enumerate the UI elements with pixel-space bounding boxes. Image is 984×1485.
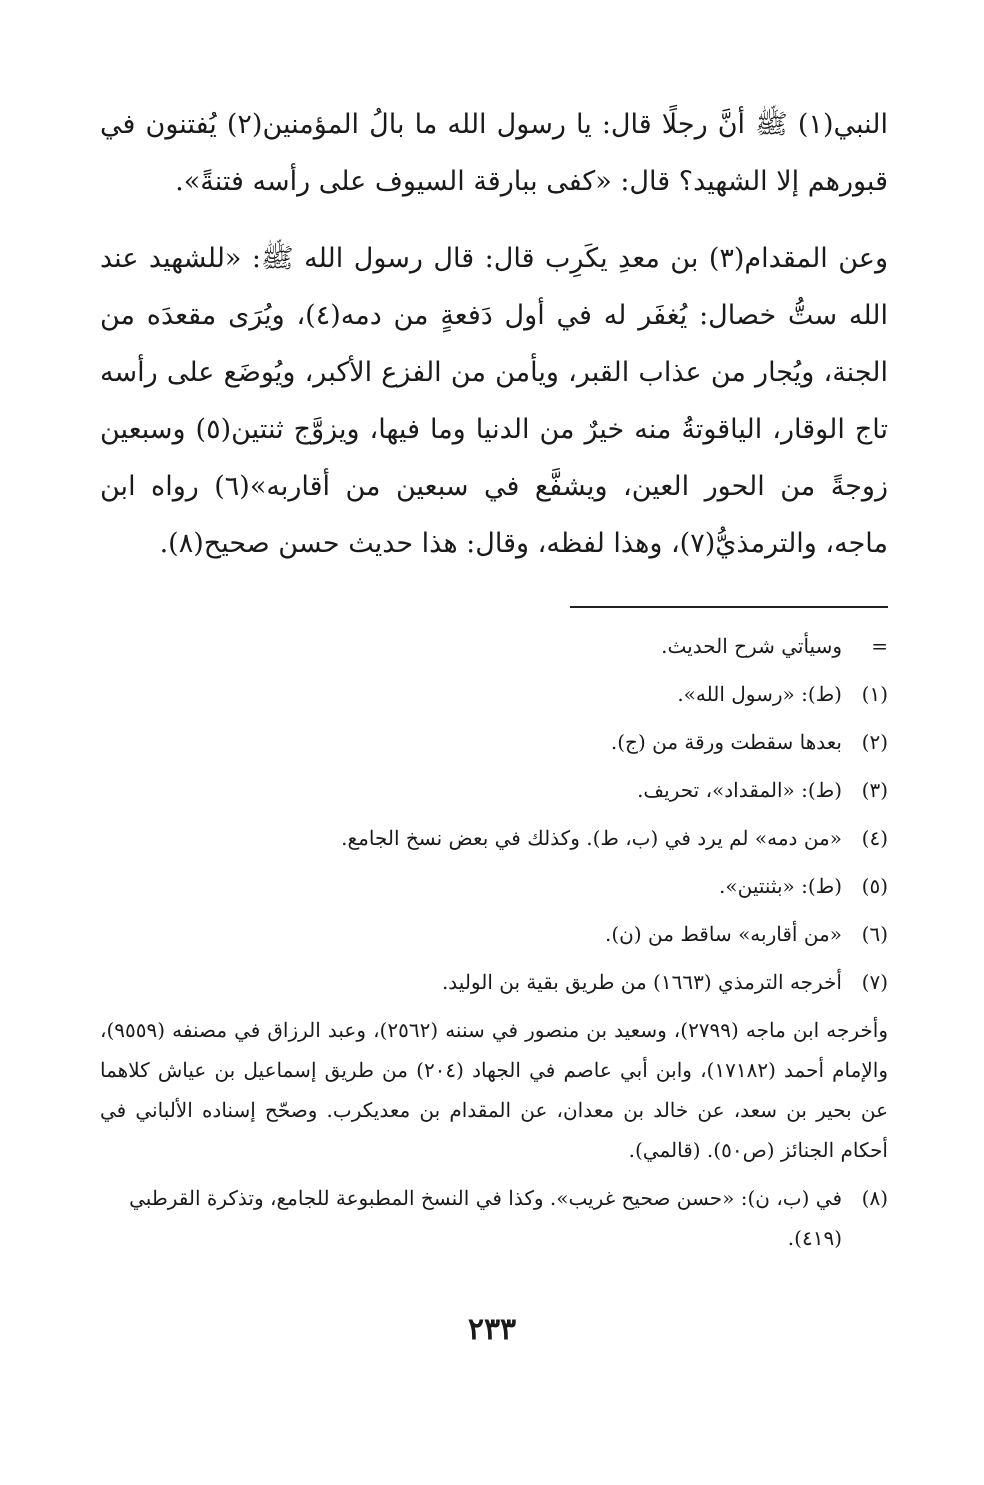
footnote-marker: (٤) <box>861 826 888 850</box>
footnote-marker: = <box>871 634 888 658</box>
footnote-text: «من أقاربه» ساقط من (ن). <box>605 922 842 946</box>
footnote-3 <box>100 770 888 810</box>
footnotes <box>100 626 888 1258</box>
footnote-6 <box>100 914 888 954</box>
footnote-text: (ط): «رسول الله». <box>677 682 842 706</box>
footnote-text: وسيأتي شرح الحديث. <box>661 634 842 658</box>
paragraph-1: النبي(١) ﷺ أنَّ رجلًا قال: يا رسول الله ما بالُ المؤمنين(٢) يُفتنون في قبورهم إلا الشهيد؟ قال: «كفى ببارقة السيوف على رأسه فتنةً». <box>100 109 888 197</box>
footnote-1 <box>100 674 888 714</box>
footnote-marker: (٦) <box>861 922 888 946</box>
page-number: ٢٣٣ <box>467 1312 517 1347</box>
paragraph-2: وعن المقدام(٣) بن معدِ يكَرِب قال: قال رسول الله ﷺ: «للشهيد عند الله ستُّ خصال: يُغفَر له في أول دَفعةٍ من دمه(٤)، ويُرَى مقعدَه من الجنة، ويُجار من عذاب القبر، ويأمن من الفزع الأكبر، ويُوضَع على رأسه تاج الوقار، الياقوتةُ منه خيرٌ من الدنيا وما فيها، ويزوَّج ثنتين(٥) وسبعين زوجةً من الحور العين، ويشفَّع في سبعين من أقاربه»(٦) رواه ابن ماجه، والترمذيُّ(٧)، وهذا لفظه، وقال: هذا حديث حسن صحيح(٨). <box>100 243 889 559</box>
footnote-separator <box>570 606 888 608</box>
footnote-7-continuation: وأخرجه ابن ماجه (٢٧٩٩)، وسعيد بن منصور في سننه (٢٥٦٢)، وعبد الرزاق في مصنفه (٩٥٥٩)، والإمام أحمد (١٧١٨٢)، وابن أبي عاصم في الجهاد (٢٠٤) من طريق إسماعيل بن عياش كلاهما عن بحير بن سعد، عن خالد بن معدان، عن المقدام بن معديكرب. وصحّح إسناده الألباني في أحكام الجنائز (ص٥٠). (قالمي). <box>100 1018 888 1162</box>
footnote-8 <box>100 1178 888 1258</box>
book-page <box>100 96 888 1266</box>
footnote-text: في (ب، ن): «حسن صحيح غريب». وكذا في النسخ المطبوعة للجامع، وتذكرة القرطبي (٤١٩). <box>129 1186 842 1250</box>
footnote-text: بعدها سقطت ورقة من (ج). <box>610 730 842 754</box>
footnote-7 <box>100 962 888 1002</box>
footnote-marker: (٥) <box>861 874 888 898</box>
footnote-text: (ط): «المقداد»، تحريف. <box>637 778 842 802</box>
footnote-text: أخرجه الترمذي (١٦٦٣) من طريق بقية بن الوليد. <box>441 970 842 994</box>
footnote-marker: (٢) <box>861 730 888 754</box>
footnote-2 <box>100 722 888 762</box>
footnote-text: (ط): «بثنتين». <box>719 874 842 898</box>
footnote-4 <box>100 818 888 858</box>
footnote-marker: (٨) <box>861 1186 888 1210</box>
footnote-text: «من دمه» لم يرد في (ب، ط). وكذلك في بعض نسخ الجامع. <box>341 826 842 850</box>
footnote-continuation <box>100 626 888 666</box>
main-text <box>100 96 888 572</box>
footnote-5 <box>100 866 888 906</box>
footnote-marker: (١) <box>861 682 888 706</box>
footnote-marker: (٧) <box>861 970 888 994</box>
footnote-marker: (٣) <box>861 778 888 802</box>
